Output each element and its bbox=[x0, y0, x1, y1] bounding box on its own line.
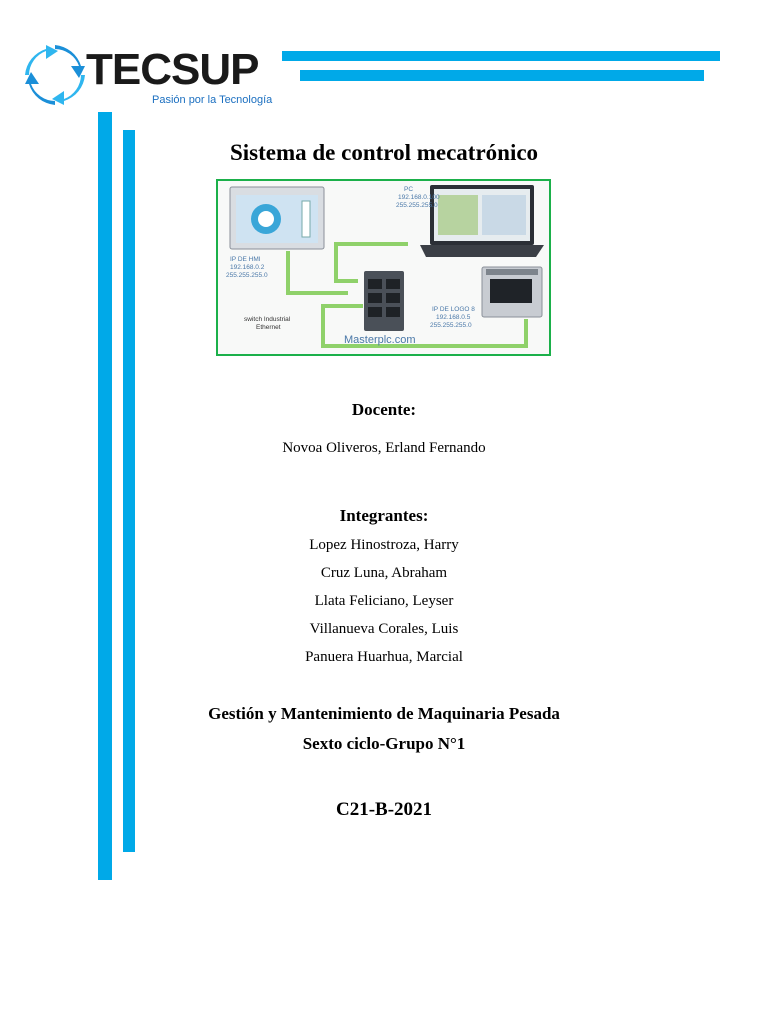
integrante-2: Cruz Luna, Abraham bbox=[320, 565, 448, 581]
document-title: Sistema de control mecatrónico bbox=[229, 140, 539, 165]
network-diagram bbox=[216, 179, 551, 356]
logo8-controller bbox=[482, 267, 542, 317]
integrante-5: Panuera Huarhua, Marcial bbox=[305, 649, 463, 665]
diagram-watermark: Masterplc.com bbox=[344, 334, 416, 346]
industrial-switch bbox=[364, 271, 404, 331]
tecsup-arrows-icon bbox=[24, 44, 86, 106]
network-diagram-svg bbox=[218, 181, 549, 354]
top-accent-bar-1 bbox=[282, 51, 720, 61]
switch-label-2: Ethernet bbox=[256, 324, 281, 331]
hmi-panel bbox=[230, 187, 324, 249]
hmi-mask: 255.255.255.0 bbox=[226, 272, 268, 279]
program-name: Gestión y Mantenimiento de Maquinaria Pesada bbox=[208, 704, 560, 723]
pc-mask: 255.255.255.0 bbox=[396, 202, 438, 209]
hmi-label: IP DE HMI bbox=[230, 256, 261, 263]
integrante-3: Llata Feliciano, Leyser bbox=[314, 593, 454, 609]
logo-mask: 255.255.255.0 bbox=[430, 322, 472, 329]
logo-label: IP DE LOGO 8 bbox=[432, 306, 475, 313]
integrante-1: Lopez Hinostroza, Harry bbox=[309, 537, 459, 553]
cycle-group: Sexto ciclo-Grupo N°1 bbox=[302, 734, 466, 753]
top-accent-bar-2 bbox=[300, 70, 704, 81]
integrantes-heading: Integrantes: bbox=[339, 506, 429, 525]
hmi-ip: 192.168.0.2 bbox=[230, 264, 265, 271]
docente-name: Novoa Oliveros, Erland Fernando bbox=[282, 440, 486, 456]
tecsup-logo bbox=[24, 44, 274, 110]
left-accent-bar-1 bbox=[98, 112, 112, 880]
integrante-4: Villanueva Corales, Luis bbox=[309, 621, 459, 637]
logo-tagline: Pasión por la Tecnología bbox=[152, 94, 273, 106]
cable-hmi bbox=[288, 251, 348, 293]
course-code: C21-B-2021 bbox=[335, 799, 433, 820]
logo-wordmark: TECSUP bbox=[86, 45, 259, 94]
pc-label: PC bbox=[404, 186, 414, 193]
switch-label-1: switch Industrial bbox=[244, 316, 291, 323]
docente-heading: Docente: bbox=[351, 400, 417, 419]
logo-ip: 192.168.0.5 bbox=[436, 314, 471, 321]
pc-ip: 192.168.0.100 bbox=[398, 194, 440, 201]
